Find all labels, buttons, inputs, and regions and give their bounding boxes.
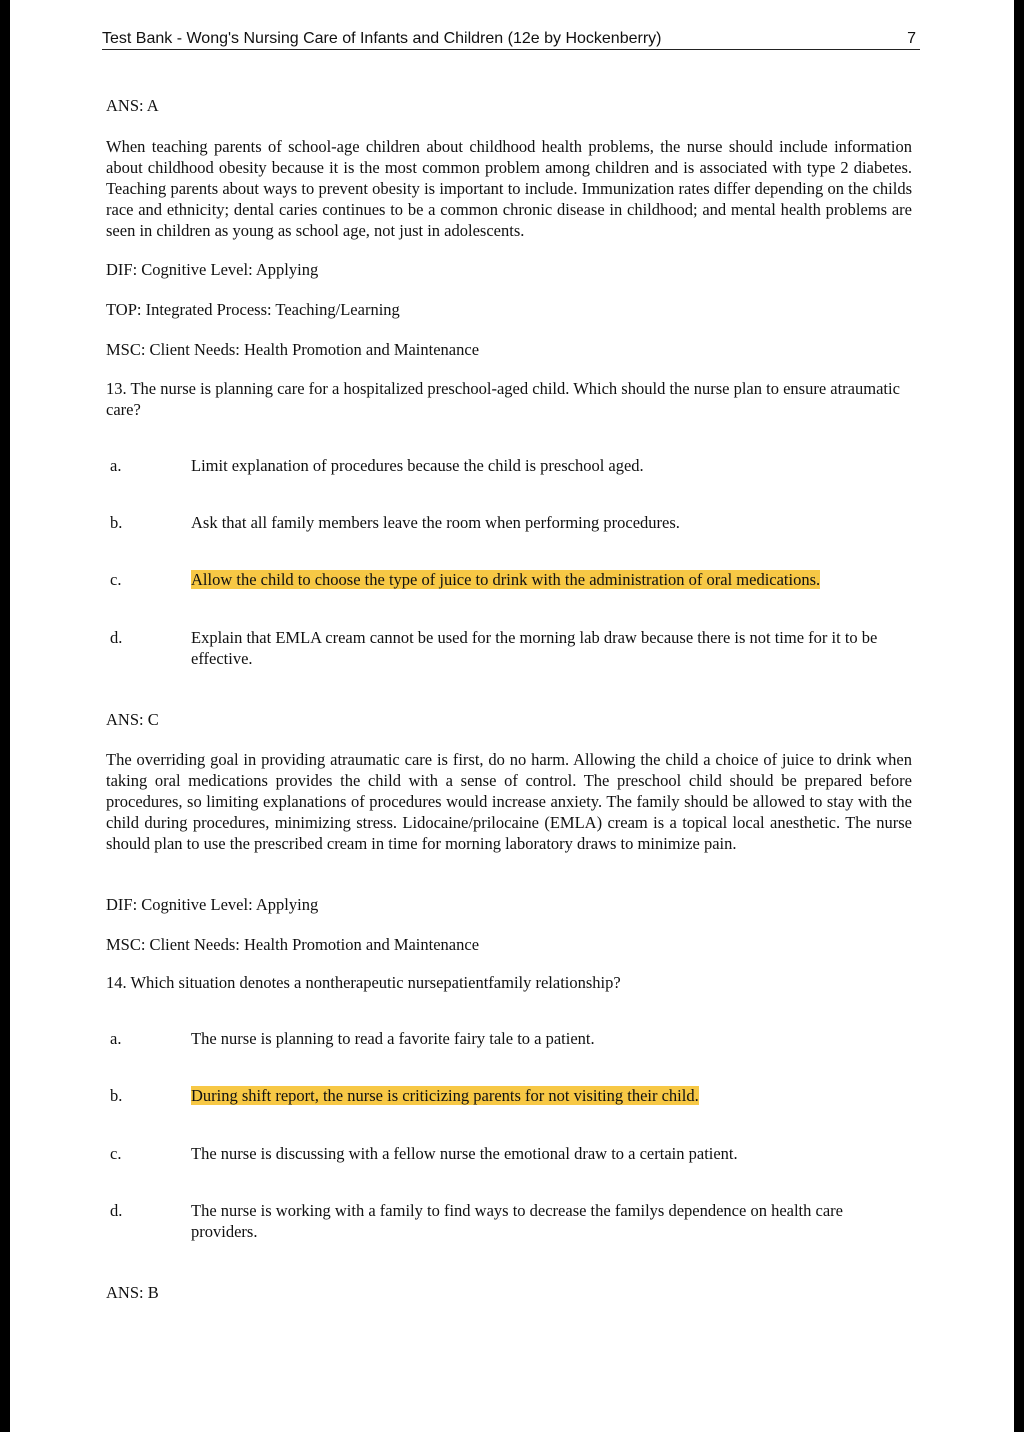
q13-stem: 13. The nurse is planning care for a hospitalized preschool-aged child. Which should the nurse plan to ensure atraumatic care? [106, 379, 900, 419]
page-number: 7 [907, 30, 916, 47]
q14-option-d-letter: d. [110, 1201, 123, 1220]
q14-option-c-text: The nurse is discussing with a fellow nurse the emotional draw to a certain patient. [191, 1144, 738, 1163]
q14-option-b-text [191, 1085, 905, 1106]
q13-msc: MSC: Client Needs: Health Promotion and Maintenance [106, 935, 480, 954]
q14-stem: 14. Which situation denotes a nontherapeutic nursepatientfamily relationship? [106, 973, 621, 992]
q12-answer: ANS: A [106, 96, 159, 115]
q14-option-a-text: The nurse is planning to read a favorite fairy tale to a patient. [191, 1029, 595, 1048]
document-page [10, 0, 1014, 1432]
q13-answer: ANS: C [106, 710, 159, 729]
q12-msc: MSC: Client Needs: Health Promotion and Maintenance [106, 340, 480, 359]
page-header [102, 29, 920, 50]
q12-dif: DIF: Cognitive Level: Applying [106, 260, 319, 279]
q12-top: TOP: Integrated Process: Teaching/Learning [106, 300, 400, 319]
q13-option-a-letter: a. [110, 456, 122, 475]
q13-option-b-letter: b. [110, 513, 123, 532]
highlighted-answer: Allow the child to choose the type of juice to drink with the administration of oral medications. [191, 570, 821, 589]
q13-rationale: The overriding goal in providing atraumatic care is first, do no harm. Allowing the child a choice of juice to drink when taking oral medications provides the child with a sense of control. The preschool child should be prepared before procedures, so limiting explanations of procedures would increase anxiety. The family should be allowed to stay with the child during procedures, minimizing stress. Lidocaine/prilocaine (EMLA) cream is a topical local anesthetic. The nurse should plan to use the prescribed cream in time for morning laboratory draws to minimize pain. [106, 750, 912, 853]
q13-option-b-text: Ask that all family members leave the room when performing procedures. [191, 513, 680, 532]
q14-option-a-letter: a. [110, 1029, 122, 1048]
q13-option-a-text: Limit explanation of procedures because the child is preschool aged. [191, 456, 644, 475]
q14-option-d-text: The nurse is working with a family to find ways to decrease the familys dependence on health care providers. [191, 1201, 843, 1241]
q13-option-c-letter: c. [110, 570, 122, 589]
q14-answer: ANS: B [106, 1283, 159, 1302]
q13-option-d-letter: d. [110, 628, 123, 647]
q12-rationale: When teaching parents of school-age children about childhood health problems, the nurse should include information about childhood obesity because it is the most common problem among children and is associated with type 2 diabetes. Teaching parents about ways to prevent obesity is important to include. Immunization rates differ depending on the childs race and ethnicity; dental caries continues to be a common chronic disease in childhood; and mental health problems are seen in children as young as school age, not just in adolescents. [106, 137, 912, 240]
q13-option-d-text: Explain that EMLA cream cannot be used for the morning lab draw because there is not time for it to be effective. [191, 628, 878, 668]
q13-option-c-text [191, 569, 905, 590]
q13-dif: DIF: Cognitive Level: Applying [106, 895, 319, 914]
highlighted-answer: During shift report, the nurse is criticizing parents for not visiting their child. [191, 1086, 699, 1105]
q14-option-c-letter: c. [110, 1144, 122, 1163]
header-title: Test Bank - Wong's Nursing Care of Infants and Children (12e by Hockenberry) [102, 30, 662, 47]
q14-option-b-letter: b. [110, 1086, 123, 1105]
